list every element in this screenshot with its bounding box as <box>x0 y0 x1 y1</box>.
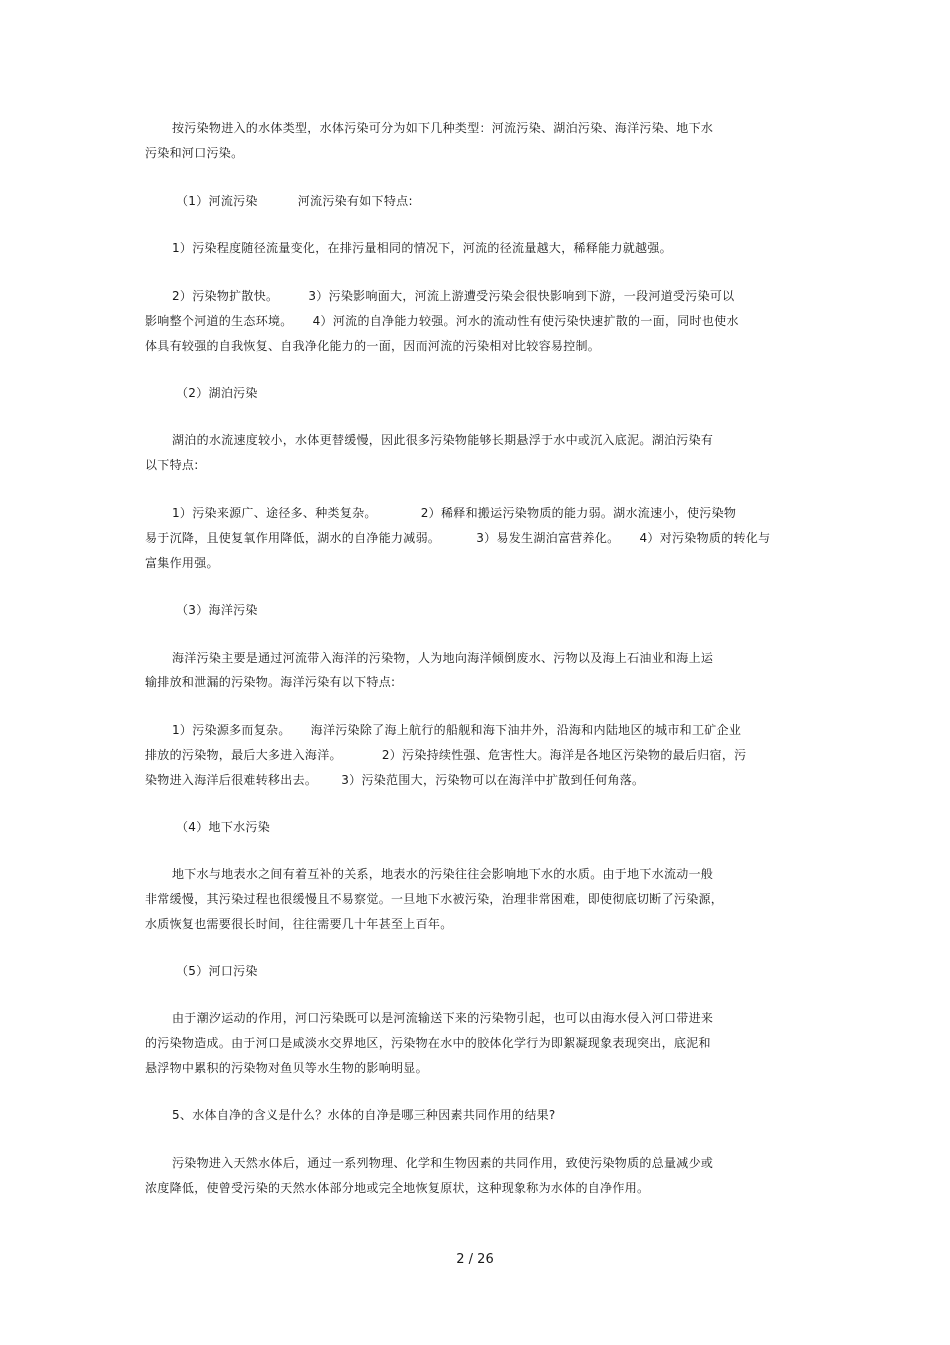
text-span: 排放的污染物，最后大多进入海洋。 <box>145 748 342 762</box>
text-span: 2）污染持续性强、危害性大。海洋是各地区污染物的最后归宿，污 <box>381 748 747 762</box>
text-span: 海洋污染除了海上航行的船舰和海下油井外，沿海和内陆地区的城市和工矿企业 <box>310 723 742 737</box>
text-span: 1）污染来源广、途径多、种类复杂。 <box>172 506 377 520</box>
text-span: 2）稀释和搬运污染物质的能力弱。湖水流速小，使污染物 <box>420 506 737 520</box>
paragraph-line <box>172 505 736 521</box>
text-span: 2）污染物扩散快。 <box>172 289 279 303</box>
paragraph-line: 海洋污染主要是通过河流带入海洋的污染物，人为地向海洋倾倒废水、污物以及海上石油业和海上运 <box>172 651 714 665</box>
text-span: 易于沉降，且使复氧作用降低，湖水的自净能力减弱。 <box>145 531 441 545</box>
intro-line: 按污染物进入的水体类型，水体污染可分为如下几种类型：河流污染、湖泊污染、海洋污染、地下水 <box>172 121 714 135</box>
paragraph-line <box>145 313 739 329</box>
paragraph-line: 水质恢复也需要很长时间，往往需要几十年甚至上百年。 <box>145 917 453 931</box>
heading-note: 河流污染有如下特点: <box>297 194 413 208</box>
paragraph-line: 湖泊的水流速度较小，水体更替缓慢，因此很多污染物能够长期悬浮于水中或沉入底泥。湖泊污染有 <box>172 433 714 447</box>
paragraph-line: 非常缓慢，其污染过程也很缓慢且不易察觉。一旦地下水被污染，治理非常困难，即使彻底切断了污染源， <box>145 892 724 906</box>
paragraph-line: 体具有较强的自我恢复、自我净化能力的一面，因而河流的污染相对比较容易控制。 <box>145 339 601 353</box>
paragraph-line: 1）污染程度随径流量变化，在排污量相同的情况下，河流的径流量越大，稀释能力就越强。 <box>172 241 672 255</box>
heading-text: （1）河流污染 <box>176 194 258 208</box>
paragraph-line: 浓度降低，使曾受污染的天然水体部分地或完全地恢复原状，这种现象称为水体的自净作用。 <box>145 1181 650 1195</box>
paragraph-line: 的污染物造成。由于河口是咸淡水交界地区，污染物在水中的胶体化学行为即絮凝现象表现突出，底泥和 <box>145 1036 711 1050</box>
text-span: 染物进入海洋后很难转移出去。 <box>145 773 318 787</box>
section-heading-groundwater: （4）地下水污染 <box>176 820 271 834</box>
section-heading-estuary: （5）河口污染 <box>176 964 258 978</box>
paragraph-line: 污染物进入天然水体后，通过一系列物理、化学和生物因素的共同作用，致使污染物质的总量减少或 <box>172 1156 714 1170</box>
paragraph-line: 富集作用强。 <box>145 556 219 570</box>
paragraph-line: 地下水与地表水之间有着互补的关系，地表水的污染往往会影响地下水的水质。由于地下水流动一般 <box>172 867 714 881</box>
paragraph-line: 悬浮物中累积的污染物对鱼贝等水生物的影响明显。 <box>145 1061 428 1075</box>
paragraph-line <box>145 530 770 546</box>
question-5: 5、水体自净的含义是什么？水体的自净是哪三种因素共同作用的结果? <box>172 1108 556 1122</box>
paragraph-line <box>172 722 741 738</box>
section-heading-lake: （2）湖泊污染 <box>176 386 258 400</box>
text-span: 4）对污染物质的转化与 <box>639 531 771 545</box>
text-span: 1）污染源多而复杂。 <box>172 723 291 737</box>
paragraph-line: 输排放和泄漏的污染物。海洋污染有以下特点: <box>145 675 396 689</box>
paragraph-line: 由于潮汐运动的作用，河口污染既可以是河流输送下来的污染物引起，也可以由海水侵入河口带进来 <box>172 1011 714 1025</box>
text-span: 4）河流的自净能力较强。河水的流动性有使污染快速扩散的一面，同时也使水 <box>312 314 739 328</box>
section-heading-ocean: （3）海洋污染 <box>176 603 258 617</box>
section-heading-river <box>176 193 413 209</box>
paragraph-line: 以下特点: <box>145 458 199 472</box>
paragraph-line <box>172 288 734 304</box>
text-span: 影响整个河道的生态环境。 <box>145 314 293 328</box>
paragraph-line <box>145 747 746 763</box>
paragraph-line <box>145 772 644 788</box>
page-number: 2 / 26 <box>456 1252 494 1267</box>
text-span: 3）污染影响面大，河流上游遭受污染会很快影响到下游，一段河道受污染可以 <box>308 289 735 303</box>
intro-line: 污染和河口污染。 <box>145 146 244 160</box>
text-span: 3）污染范围大，污染物可以在海洋中扩散到任何角落。 <box>341 773 645 787</box>
text-span: 3）易发生湖泊富营养化。 <box>476 531 620 545</box>
